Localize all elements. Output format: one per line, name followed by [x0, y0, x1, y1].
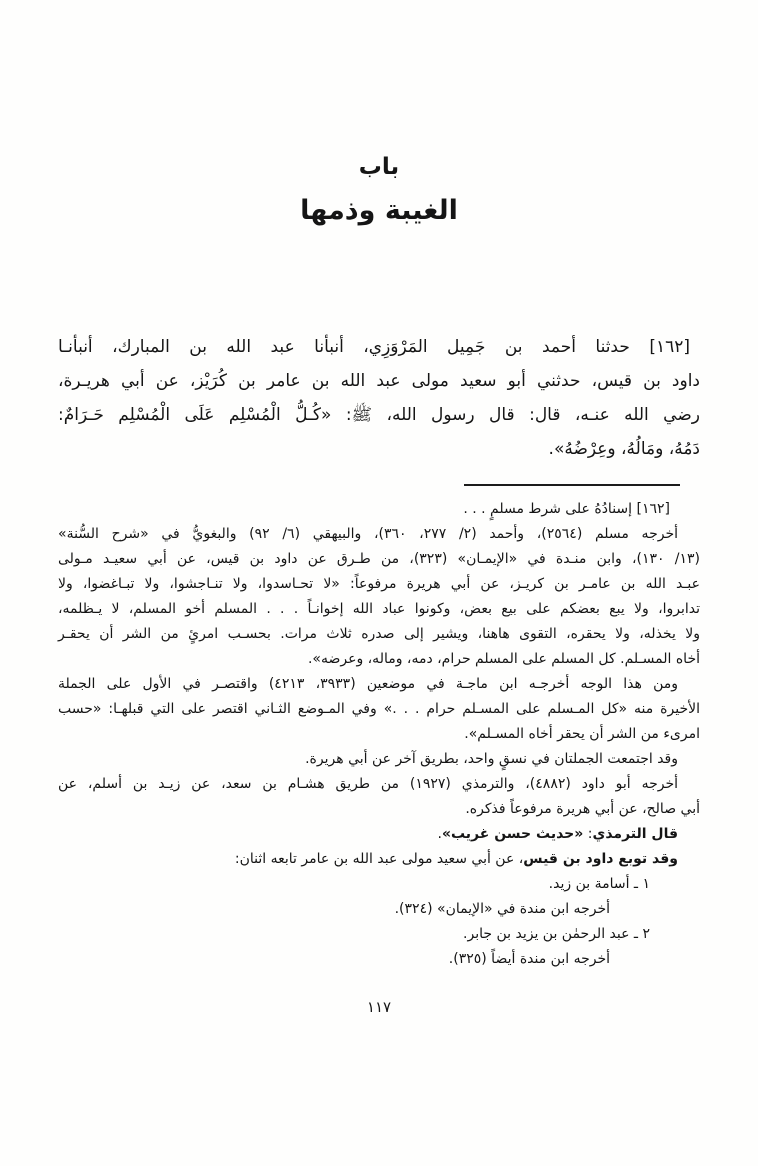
mutabaa-rest: ، عن أبي سعيد مولى عبد الله بن عامر تابعه اثنان:	[234, 851, 524, 867]
footnote-line: أخرجه أبو داود (٤٨٨٢)، والترمذي (١٩٢٧) من طريق هشـام بن سعد، عن زيـد بن أسلم، عن	[58, 776, 678, 792]
footnote-separator	[464, 484, 680, 486]
page-number: ١١٧	[366, 998, 392, 1016]
footnote-line: (١٣/ ١٣٠)، وابن منـدة في «الإيمـان» (٣٢٣)، من طـرق عن داود بن قيس، عن أبي سعيـد مـولى	[58, 551, 700, 567]
footnote-line: ومن هذا الوجه أخرجـه ابن ماجـة في موضعين (٣٩٣٣، ٤٢١٣) واقتصـر في الأول على الجملة	[58, 676, 679, 692]
footnote-line: أخرجه ابن مندة في «الإيمان» (٣٢٤).	[394, 901, 610, 917]
hadith-line: داود بن قيس، حدثني أبو سعيد مولى عبد الله بن عامر بن كُرَيْز، عن أبي هريـرة،	[58, 371, 700, 391]
footnote-line: امرىء من الشر أن يحقر أخاه المسـلم».	[464, 726, 700, 742]
footnote-line: [١٦٢] إسنادُهُ على شرط مسلمٍ . . .	[463, 501, 670, 517]
hadith-line: دَمُهُ، ومَالُهُ، وعِرْضُهُ».	[548, 439, 700, 459]
footnote-line-tirmidhi	[58, 822, 700, 847]
mutabaa-bold: وقد توبع داود بن قيس	[523, 851, 678, 867]
tirmidhi-separator: :	[583, 826, 593, 842]
hadith-line: رضي الله عنـه، قال: قال رسول الله، ﷺ: «كُـلُّ الْمُسْلِم عَلَى الْمُسْلِم حَـرَامٌ:	[58, 405, 700, 425]
footnote-line: وقد اجتمعت الجملتان في نسقٍ واحد، بطريق آخر عن أبي هريرة.	[305, 751, 678, 767]
hadith-text	[58, 330, 700, 466]
chapter-title: الغيبة وذمها	[300, 195, 458, 226]
footnote-list-item: ٢ ـ عبد الرحمٰن بن يزيد بن جابر.	[463, 926, 650, 942]
footnote-line: ولا يخذله، ولا يحقره، التقوى هاهنا، ويشير إلى صدره ثلاث مرات. بحسـب امرئٍ من الشر أن يحقـر	[58, 626, 700, 642]
footnote-block	[58, 497, 700, 972]
footnote-line-mutabaa	[58, 847, 700, 872]
footnote-line: عبـد الله بن عامـر بن كريـز، عن أبي هريرة مرفوعاً: «لا تحـاسدوا، ولا تنـاجشوا، ولا تبـاغضوا، ولا	[58, 576, 700, 592]
footnote-line: أخرجه مسلم (٢٥٦٤)، وأحمد (٢/ ٢٧٧، ٣٦٠)، والبيهقي (٦/ ٩٢) والبغويُّ في «شرح السُّنة»	[58, 526, 678, 542]
tirmidhi-label: قال الترمذي	[592, 826, 678, 842]
footnote-line: أبي صالح، عن أبي هريرة مرفوعاً فذكره.	[465, 801, 700, 817]
hadith-line: [١٦٢] حدثنا أحمد بن جَمِيل المَرْوَزِي، أنبأنا عبد الله بن المبارك، أنبأنـا	[58, 337, 690, 357]
footnote-list-item: ١ ـ أسامة بن زيد.	[548, 876, 650, 892]
footnote-line: أخاه المسـلم. كل المسلم على المسلم حرام، دمه، وماله، وعرضه».	[307, 651, 700, 667]
chapter-kicker: باب	[358, 154, 400, 180]
footnote-line: الأخيرة منه «كل المـسلم على المسـلم حرام . . .» وفي المـوضع الثـاني اقتصر على التي قبلهـا: «حسب	[58, 701, 700, 717]
footnote-line: أخرجه ابن مندة أيضاً (٣٢٥).	[448, 951, 610, 967]
tirmidhi-grading-quote: «حديث حسن غريب»	[441, 826, 584, 842]
footnote-line: تدابروا، ولا يبع بعضكم على بيع بعض، وكونوا عباد الله إخوانـاً . . . المسلم أخو المسلم، لا يـظلمه،	[58, 601, 700, 617]
tirmidhi-tail: .	[437, 826, 442, 842]
